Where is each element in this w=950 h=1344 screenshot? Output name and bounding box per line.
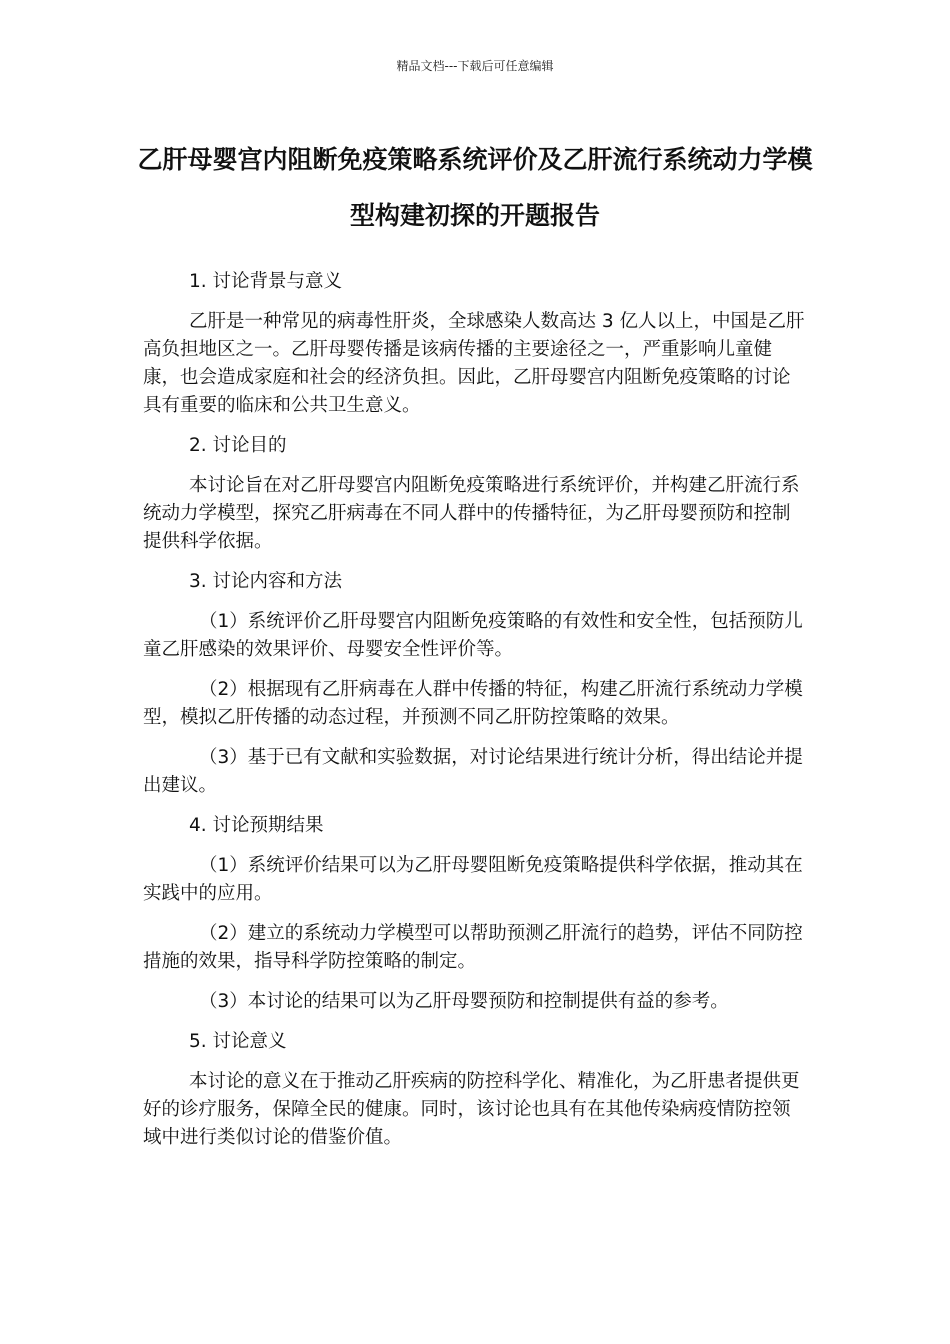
section-paragraph: 乙肝是一种常见的病毒性肝炎，全球感染人数高达 3 亿人以上，中国是乙肝高负担地区之一。乙肝母婴传播是该病传播的主要途径之一，严重影响儿童健康，也会造成家庭和社会的经济负担。因此，乙肝母婴宫内阻断免疫策略的讨论具有重要的临床和公共卫生意义。 [143, 311, 805, 416]
document-title: 乙肝母婴宫内阻断免疫策略系统评价及乙肝流行系统动力学模型构建初探的开题报告 [137, 145, 813, 230]
list-item: （2）建立的系统动力学模型可以帮助预测乙肝流行的趋势，评估不同防控措施的效果，指导科学防控策略的制定。 [143, 923, 803, 972]
list-item: （3）本讨论的结果可以为乙肝母婴预防和控制提供有益的参考。 [199, 991, 729, 1012]
section-paragraph: 本讨论的意义在于推动乙肝疾病的防控科学化、精准化，为乙肝患者提供更好的诊疗服务，保障全民的健康。同时，该讨论也具有在其他传染病疫情防控领域中进行类似讨论的借鉴价值。 [143, 1071, 800, 1148]
list-item: （1）系统评价乙肝母婴宫内阻断免疫策略的有效性和安全性，包括预防儿童乙肝感染的效果评价、母婴安全性评价等。 [143, 611, 803, 660]
document-body [143, 268, 808, 1164]
list-item: （1）系统评价结果可以为乙肝母婴阻断免疫策略提供科学依据，推动其在实践中的应用。 [143, 855, 803, 904]
section-paragraph: 本讨论旨在对乙肝母婴宫内阻断免疫策略进行系统评价，并构建乙肝流行系统动力学模型，探究乙肝病毒在不同人群中的传播特征，为乙肝母婴预防和控制提供科学依据。 [143, 475, 800, 552]
section-heading-1: 1. 讨论背景与意义 [189, 271, 343, 292]
list-item: （3）基于已有文献和实验数据，对讨论结果进行统计分析，得出结论并提出建议。 [143, 747, 803, 796]
section-heading-5: 5. 讨论意义 [189, 1031, 287, 1052]
section-heading-3: 3. 讨论内容和方法 [189, 571, 343, 592]
list-item: （2）根据现有乙肝病毒在人群中传播的特征，构建乙肝流行系统动力学模型，模拟乙肝传播的动态过程，并预测不同乙肝防控策略的效果。 [143, 679, 803, 728]
section-heading-4: 4. 讨论预期结果 [189, 815, 324, 836]
page-header: 精品文档---下载后可任意编辑 [396, 59, 554, 73]
section-heading-2: 2. 讨论目的 [189, 435, 287, 456]
